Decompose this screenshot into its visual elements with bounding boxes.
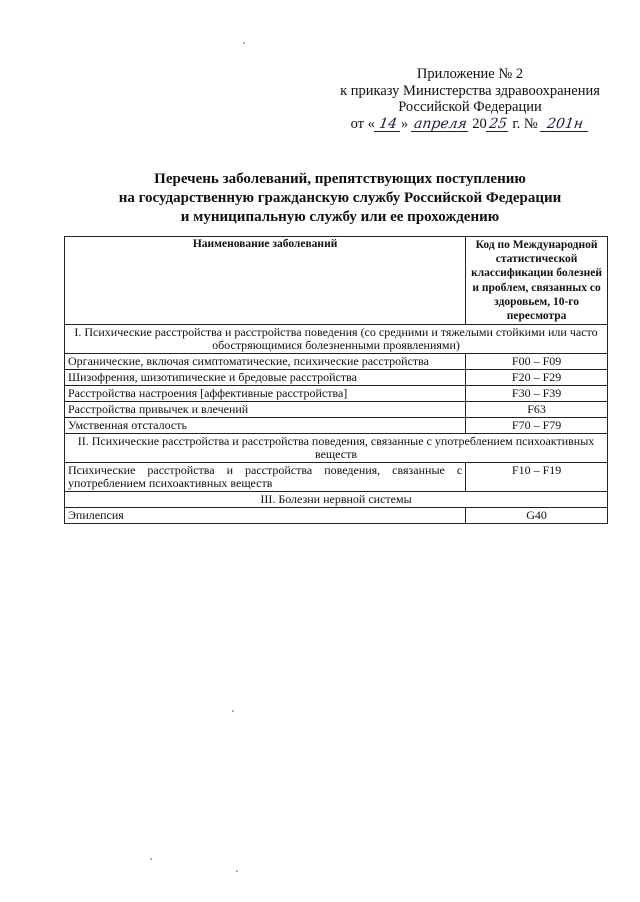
title-line-2: на государственную гражданскую службу Российской Федерации [118,190,562,206]
order-year-handwritten: 25 [486,117,510,132]
header-icd-code: Код по Международной статистической классификации болезней и проблем, связанных со здоровьем, 10-го пересмотра [466,237,608,325]
disease-name: Органические, включая симптоматические, психические расстройства [65,354,466,370]
table-row [65,418,608,434]
disease-name: Эпилепсия [65,508,466,524]
icd-code: F10 – F19 [466,463,608,492]
table-row [65,386,608,402]
icd-code: F70 – F79 [466,418,608,434]
table-header-row [65,237,608,325]
document-title [70,170,610,227]
header-disease-name: Наименование заболеваний [65,237,466,325]
table-row [65,370,608,386]
scan-speck [243,42,245,44]
table-row [65,508,608,524]
disease-name: Расстройства настроения [аффективные расстройства] [65,386,466,402]
order-number-label: г. № [512,115,538,132]
section-title: I. Психические расстройства и расстройства поведения (со средними и тяжелыми стойкими или часто обостряющимися болезненными проявлениями) [65,325,608,354]
disease-name: Расстройства привычек и влечений [65,402,466,418]
icd-code: F63 [466,402,608,418]
section-row [65,434,608,463]
icd-code: G40 [466,508,608,524]
table-row [65,402,608,418]
section-row [65,492,608,508]
order-quote-close: » [400,115,409,132]
appendix-order-ref: к приказу Министерства здравоохранения [340,82,600,99]
order-number-handwritten: 201н [540,117,590,132]
title-line-1: Перечень заболеваний, препятствующих поступлению [154,171,526,187]
icd-code: F30 – F39 [466,386,608,402]
appendix-header [320,66,620,132]
order-prefix: от « [350,115,375,132]
appendix-number: Приложение № 2 [416,66,524,82]
title-line-3: и муниципальную службу или ее прохождению [180,209,500,225]
disease-name: Умственная отсталость [65,418,466,434]
scan-speck [150,858,152,860]
diseases-table [64,236,608,524]
section-title: II. Психические расстройства и расстройства поведения, связанные с употреблением психоактивных веществ [65,434,608,463]
appendix-ministry: Российской Федерации [398,99,542,115]
section-title: III. Болезни нервной системы [65,492,608,508]
disease-name: Психические расстройства и расстройства поведения, связанные с употреблением психоактивных веществ [65,463,466,492]
icd-code: F00 – F09 [466,354,608,370]
order-day-handwritten: 14 [374,117,402,132]
table-row [65,354,608,370]
scan-speck [236,870,238,872]
order-month-handwritten: апреля [412,115,468,132]
section-row [65,325,608,354]
scan-speck [232,710,234,712]
disease-name: Шизофрения, шизотипические и бредовые расстройства [65,370,466,386]
order-date-number [320,116,620,133]
table-row [65,463,608,492]
order-year-prefix: 20 [472,115,487,132]
icd-code: F20 – F29 [466,370,608,386]
